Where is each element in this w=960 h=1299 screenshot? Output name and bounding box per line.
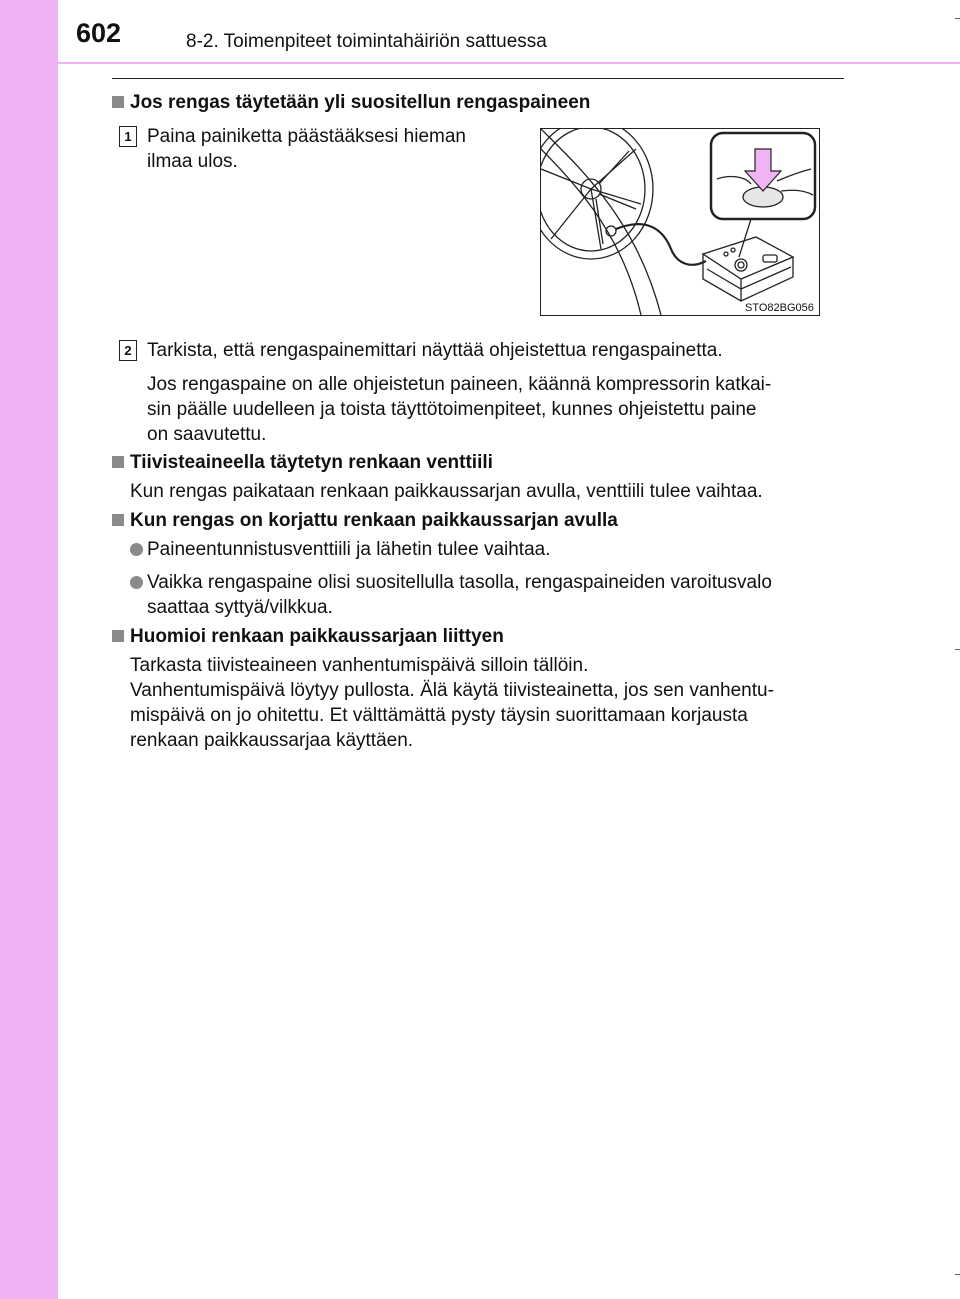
content-rule [112, 78, 844, 79]
bullet-text-line-1: Vaikka rengaspaine olisi suositellulla tasolla, rengaspaineiden varoitusvalo [147, 572, 772, 593]
section-text-line-3: mispäivä on jo ohitettu. Et välttämättä pysty täysin suorittamaan korjausta [130, 705, 748, 726]
bullet-dot [130, 576, 143, 589]
step-2-note-line-3: on saavutettu. [147, 424, 267, 445]
section-title: 8-2. Toimenpiteet toimintahäiriön sattuessa [186, 31, 547, 52]
bullet-text: Paineentunnistusventtiili ja lähetin tulee vaihtaa. [147, 539, 551, 560]
section-bullet-square [112, 514, 124, 526]
figure-code: STO82BG056 [745, 302, 814, 314]
section-text-line-1: Tarkasta tiivisteaineen vanhentumispäivä silloin tällöin. [130, 655, 589, 676]
crop-mark [955, 1274, 960, 1275]
section-bullet-square [112, 96, 124, 108]
section-text: Kun rengas paikataan renkaan paikkaussarjan avulla, venttiili tulee vaihtaa. [130, 481, 763, 502]
section-heading: Kun rengas on korjattu renkaan paikkaussarjan avulla [130, 510, 618, 531]
section-text-line-4: renkaan paikkaussarjaa käyttäen. [130, 730, 414, 751]
section-heading: Huomioi renkaan paikkaussarjaan liittyen [130, 626, 504, 647]
header-divider [58, 62, 960, 64]
bullet-text-line-2: saattaa syttyä/vilkkua. [147, 597, 333, 618]
step-number-2: 2 [119, 340, 137, 361]
step-number-1: 1 [119, 126, 137, 147]
section-heading: Tiivisteaineella täytetyn renkaan venttiili [130, 452, 493, 473]
step-2-note-line-1: Jos rengaspaine on alle ohjeistetun paineen, käännä kompressorin katkai- [147, 374, 772, 395]
step-1-line-1: Paina painiketta päästääksesi hieman [147, 126, 466, 147]
page-number: 602 [76, 18, 122, 48]
step-2-note-line-2: sin päälle uudelleen ja toista täyttötoimenpiteet, kunnes ohjeistettu paine [147, 399, 757, 420]
section-bullet-square [112, 456, 124, 468]
step-1-line-2: ilmaa ulos. [147, 151, 238, 172]
section-heading: Jos rengas täytetään yli suositellun rengaspaineen [130, 92, 591, 113]
crop-mark [955, 18, 960, 19]
compressor-illustration [540, 128, 820, 316]
side-tab [0, 0, 58, 1299]
step-2-text: Tarkista, että rengaspainemittari näyttää ohjeistettua rengaspainetta. [147, 340, 723, 361]
bullet-dot [130, 543, 143, 556]
section-text-line-2: Vanhentumispäivä löytyy pullosta. Älä käytä tiivisteainetta, jos sen vanhentu- [130, 680, 774, 701]
tire-compressor-drawing [541, 129, 819, 315]
section-bullet-square [112, 630, 124, 642]
crop-mark [955, 649, 960, 650]
